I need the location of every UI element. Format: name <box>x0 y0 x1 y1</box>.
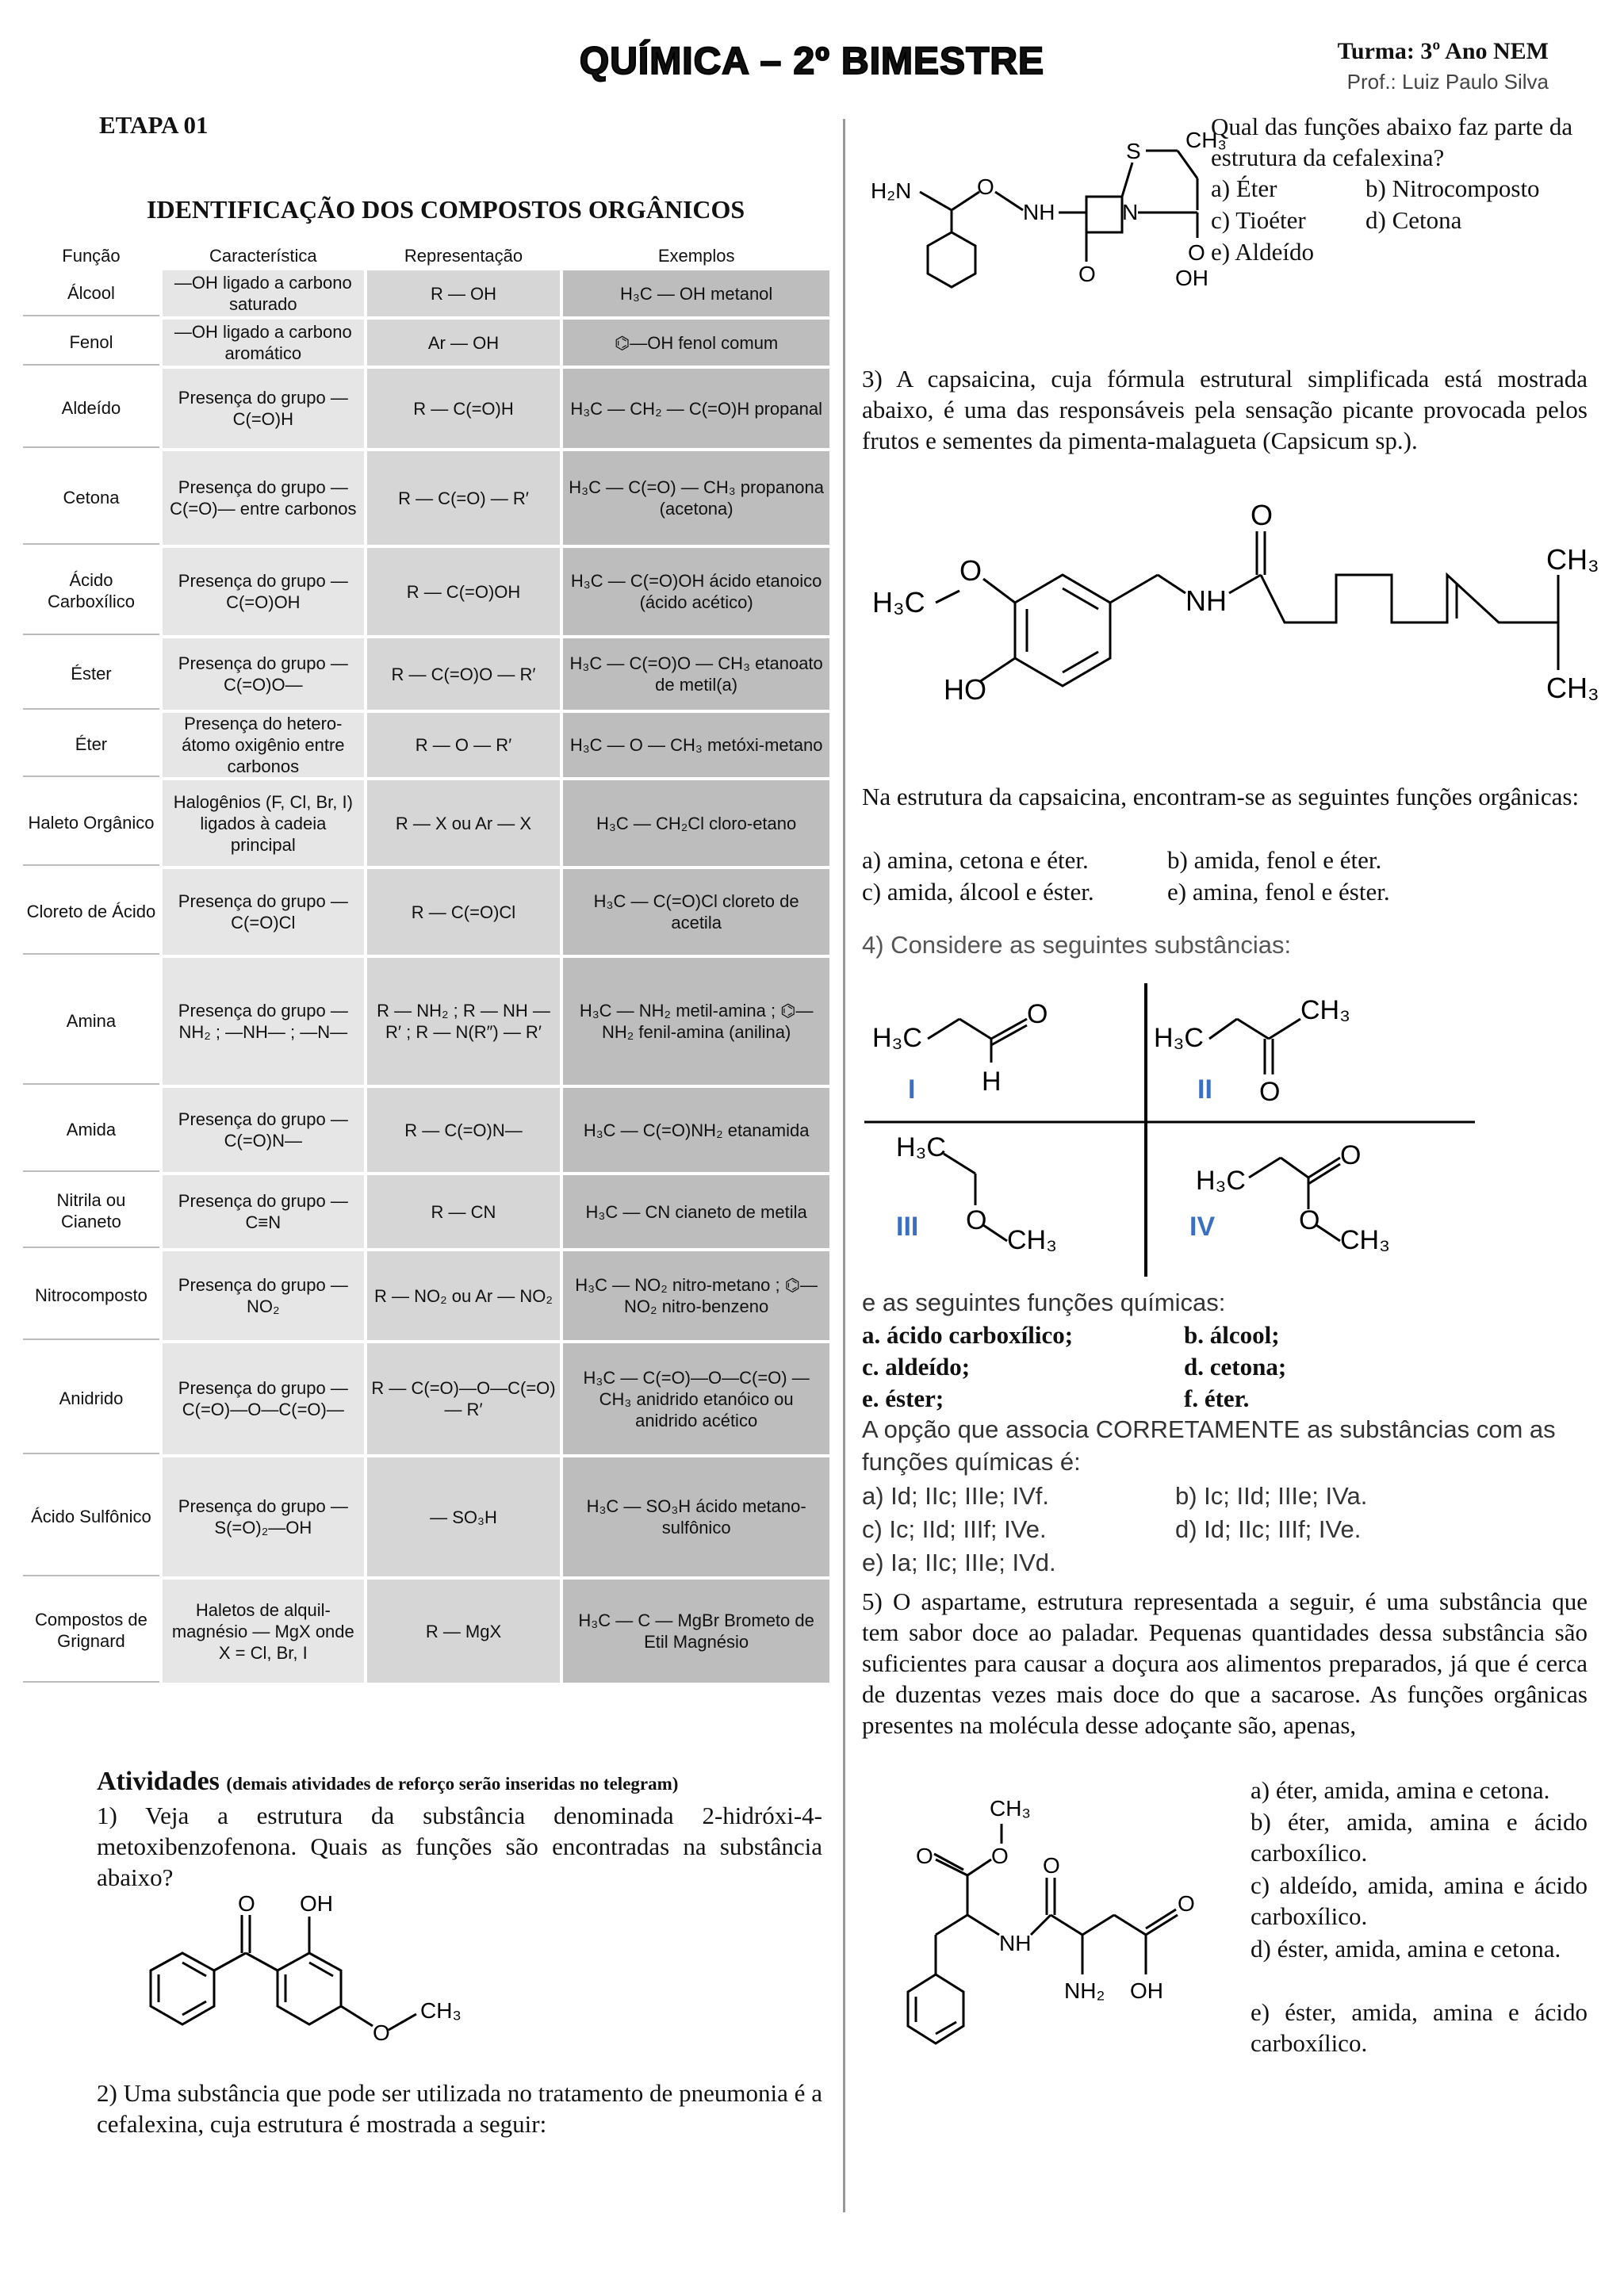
section-title: IDENTIFICAÇÃO DOS COMPOSTOS ORGÂNICOS <box>147 195 745 224</box>
table-row <box>23 869 829 955</box>
table-row <box>23 1088 829 1172</box>
table-row <box>23 958 829 1085</box>
characteristic-cell: Halogênios (F, Cl, Br, I) ligados à cadeia principal <box>163 780 364 866</box>
substances-grid <box>864 983 1483 1285</box>
table-row <box>23 1457 829 1576</box>
characteristic-cell: Presença do grupo —C(=O)N— <box>163 1088 364 1172</box>
representation-cell: R — C(=O)OH <box>367 548 561 635</box>
svg-text:H₂N: H₂N <box>871 178 912 203</box>
svg-text:HO: HO <box>944 673 986 706</box>
function-name-cell: Fenol <box>23 320 159 366</box>
svg-text:O: O <box>373 2020 390 2045</box>
activities-note: (demais atividades de reforço serão inseridas no telegram) <box>226 1774 679 1794</box>
example-cell: ⌬—OH fenol comum <box>563 320 829 366</box>
characteristic-cell: —OH ligado a carbono aromático <box>163 320 364 366</box>
svg-text:O: O <box>1188 240 1205 265</box>
svg-text:NH: NH <box>1185 584 1227 617</box>
svg-text:O: O <box>966 1205 987 1235</box>
q4-option-e: e) Ia; IIc; IIIe; IVd. <box>862 1549 1056 1576</box>
svg-text:H₃C: H₃C <box>1196 1166 1246 1196</box>
characteristic-cell: Presença do grupo —S(=O)₂—OH <box>163 1457 364 1576</box>
representation-cell: R — OH <box>367 270 561 316</box>
table-row <box>23 1175 829 1248</box>
svg-text:OH: OH <box>1175 266 1208 290</box>
q5-option-a: a) éter, amida, amina e cetona. <box>1251 1776 1550 1804</box>
characteristic-cell: Presença do grupo —C(=O)Cl <box>163 869 364 955</box>
representation-cell: Ar — OH <box>367 320 561 366</box>
characteristic-cell: Presença do grupo —C≡N <box>163 1175 364 1248</box>
example-cell: H₃C — C(=O)Cl cloreto de acetila <box>563 869 829 955</box>
function-name-cell: Ácido Sulfônico <box>23 1457 159 1576</box>
functions-table <box>20 242 833 1686</box>
representation-cell: R — X ou Ar — X <box>367 780 561 866</box>
characteristic-cell: Presença do grupo —C(=O)— entre carbonos <box>163 451 364 545</box>
function-name-cell: Amina <box>23 958 159 1085</box>
q5-option-e: e) éster, amida, amina e ácido carboxílico. <box>1251 1998 1588 2057</box>
characteristic-cell: Presença do grupo —C(=O)H <box>163 369 364 448</box>
q5-option-d: d) éster, amida, amina e cetona. <box>1251 1935 1561 1963</box>
q4-option-c: c) Ic; IId; IIIf; IVe. <box>862 1515 1047 1543</box>
example-cell: H₃C — OH metanol <box>563 270 829 316</box>
function-name-cell: Nitrocomposto <box>23 1251 159 1340</box>
svg-text:CH₃: CH₃ <box>420 1998 462 2023</box>
svg-text:O: O <box>1043 1853 1060 1878</box>
q4-func-e: e. éster; <box>862 1384 944 1412</box>
benzophenone-structure <box>103 1891 500 2066</box>
svg-text:NH: NH <box>1023 200 1055 224</box>
column-divider <box>843 119 845 2212</box>
svg-text:O: O <box>959 554 982 587</box>
svg-text:H₃C: H₃C <box>896 1132 946 1162</box>
svg-text:H: H <box>982 1067 1002 1097</box>
svg-text:O: O <box>1078 262 1096 286</box>
capsaicin-structure <box>868 492 1598 745</box>
header-caracteristica: Característica <box>209 246 317 266</box>
stage-label: ETAPA 01 <box>99 111 209 139</box>
characteristic-cell: —OH ligado a carbono saturado <box>163 270 364 316</box>
q4-option-b: b) Ic; IId; IIIe; IVa. <box>1175 1482 1368 1510</box>
example-cell: H₃C — CH₂ — C(=O)H propanal <box>563 369 829 448</box>
q4-func-f: f. éter. <box>1184 1384 1250 1412</box>
example-cell: H₃C — SO₃H ácido metano-sulfônico <box>563 1457 829 1576</box>
activities-heading: Atividades <box>97 1767 220 1796</box>
q4-ask: A opção que associa CORRETAMENTE as substâncias com as funções químicas é: <box>862 1415 1556 1476</box>
table-row <box>23 638 829 710</box>
function-name-cell: Cetona <box>23 451 159 545</box>
characteristic-cell: Presença do grupo —C(=O)—O—C(=O)— <box>163 1343 364 1454</box>
svg-text:O: O <box>916 1844 933 1868</box>
representation-cell: R — C(=O)O — R′ <box>367 638 561 710</box>
function-name-cell: Ácido Carboxílico <box>23 548 159 635</box>
roman-I: I <box>908 1074 916 1105</box>
example-cell: H₃C — C(=O)O — CH₃ etanoato de metil(a) <box>563 638 829 710</box>
example-cell: H₃C — C(=O)NH₂ etanamida <box>563 1088 829 1172</box>
q2-option-e: e) Aldeído <box>1211 238 1314 266</box>
q2-option-d: d) Cetona <box>1365 206 1462 234</box>
function-name-cell: Nitrila ou Cianeto <box>23 1175 159 1248</box>
characteristic-cell: Haletos de alquil-magnésio — MgX onde X = Cl, Br, I <box>163 1580 364 1683</box>
q5-option-b: b) éter, amida, amina e ácido carboxílico. <box>1251 1808 1588 1867</box>
function-name-cell: Amida <box>23 1088 159 1172</box>
svg-text:CH₃: CH₃ <box>990 1796 1031 1821</box>
q4-func-d: d. cetona; <box>1184 1353 1287 1381</box>
table-row <box>23 780 829 866</box>
page-title: QUÍMICA – 2º BIMESTRE <box>579 40 1045 82</box>
table-row <box>23 713 829 777</box>
question-4 <box>862 931 1291 959</box>
q2-option-a: a) Éter <box>1211 174 1277 202</box>
characteristic-cell: Presença do hetero-átomo oxigênio entre carbonos <box>163 713 364 777</box>
roman-IV: IV <box>1189 1212 1216 1242</box>
svg-text:H₃C: H₃C <box>872 586 925 618</box>
svg-text:OH: OH <box>1130 1978 1163 2003</box>
svg-text:S: S <box>1126 139 1141 163</box>
q4-func-b: b. álcool; <box>1184 1321 1280 1349</box>
svg-text:CH₃: CH₃ <box>1546 543 1599 576</box>
characteristic-cell: Presença do grupo —NH₂ ; —NH— ; —N— <box>163 958 364 1085</box>
svg-text:CH₃: CH₃ <box>1300 995 1350 1025</box>
svg-text:O: O <box>1259 1077 1281 1107</box>
question-5: 5) O aspartame, estrutura representada a seguir, é uma substância que tem sabor doce ao paladar. Pequenas quantidades dessa substância são suficientes para causar a doçura aos alimentos preparados, já que é cerca de duzentas vezes mais doce do que a sacarose. As funções orgânicas presentes na molécula desse adoçante são, apenas, <box>862 1587 1588 1739</box>
q4-func-c: c. aldeído; <box>862 1353 971 1381</box>
activities-title <box>97 1767 678 1797</box>
example-cell: H₃C — CH₂Cl cloro-etano <box>563 780 829 866</box>
example-cell: H₃C — CN cianeto de metila <box>563 1175 829 1248</box>
q4-option-a: a) Id; IIc; IIIe; IVf. <box>862 1482 1050 1510</box>
example-cell: H₃C — C(=O)OH ácido etanoico (ácido acético) <box>563 548 829 635</box>
table-row <box>23 1251 829 1340</box>
svg-text:OH: OH <box>300 1891 333 1916</box>
q3-option-e: e) amina, fenol e éster. <box>1167 878 1390 906</box>
table-row <box>23 1580 829 1683</box>
question-3-ask: Na estrutura da capsaicina, encontram-se as seguintes funções orgânicas: <box>862 783 1580 810</box>
svg-text:CH₃: CH₃ <box>1007 1225 1057 1255</box>
cephalexin-structure <box>864 119 1227 317</box>
q4-option-d: d) Id; IIc; IIIf; IVe. <box>1175 1515 1362 1543</box>
svg-text:NH₂: NH₂ <box>1064 1978 1105 2003</box>
svg-text:O: O <box>238 1891 255 1916</box>
example-cell: H₃C — NH₂ metil-amina ; ⌬—NH₂ fenil-amina (anilina) <box>563 958 829 1085</box>
table-row <box>23 451 829 545</box>
q4-func-a: a. ácido carboxílico; <box>862 1321 1074 1349</box>
roman-III: III <box>896 1212 919 1242</box>
example-cell: H₃C — NO₂ nitro-metano ; ⌬—NO₂ nitro-benzeno <box>563 1251 829 1340</box>
table-row <box>23 320 829 366</box>
header-funcao: Função <box>62 246 121 266</box>
svg-text:O: O <box>1299 1205 1320 1235</box>
representation-cell: R — CN <box>367 1175 561 1248</box>
svg-text:H₃C: H₃C <box>1154 1023 1204 1053</box>
function-name-cell: Compostos de Grignard <box>23 1580 159 1683</box>
function-name-cell: Haleto Orgânico <box>23 780 159 866</box>
representation-cell: R — C(=O) — R′ <box>367 451 561 545</box>
representation-cell: R — NO₂ ou Ar — NO₂ <box>367 1251 561 1340</box>
table-row <box>23 1343 829 1454</box>
example-cell: H₃C — C(=O)—O—C(=O) — CH₃ anidrido etanóico ou anidrido acético <box>563 1343 829 1454</box>
q3-option-a: a) amina, cetona e éter. <box>862 846 1089 874</box>
svg-text:N: N <box>1122 200 1139 224</box>
representation-cell: R — C(=O)N— <box>367 1088 561 1172</box>
function-name-cell: Cloreto de Ácido <box>23 869 159 955</box>
q5-option-c: c) aldeído, amida, amina e ácido carboxílico. <box>1251 1871 1588 1930</box>
table-row <box>23 369 829 448</box>
header-representacao: Representação <box>404 246 523 266</box>
function-name-cell: Éster <box>23 638 159 710</box>
representation-cell: R — O — R′ <box>367 713 561 777</box>
header-exemplos: Exemplos <box>657 246 735 266</box>
q4-functions-intro: e as seguintes funções químicas: <box>862 1289 1226 1316</box>
q2-option-b: b) Nitrocomposto <box>1365 174 1540 202</box>
q3-option-c: c) amida, álcool e éster. <box>862 878 1094 906</box>
example-cell: H₃C — C — MgBr Brometo de Etil Magnésio <box>563 1580 829 1683</box>
svg-text:NH: NH <box>999 1931 1032 1955</box>
example-cell: H₃C — O — CH₃ metóxi-metano <box>563 713 829 777</box>
aspartame-structure <box>872 1784 1245 2117</box>
svg-text:O: O <box>1251 499 1274 531</box>
teacher-label: Prof.: Luiz Paulo Silva <box>1346 70 1549 94</box>
question-1: 1) Veja a estrutura da substância denominada 2-hidróxi-4-metoxibenzofenona. Quais as funções são encontradas na substância abaixo? <box>97 1802 822 1891</box>
representation-cell: — SO₃H <box>367 1457 561 1576</box>
question-2-ask: Qual das funções abaixo faz parte da estrutura da cefalexina? <box>1211 113 1573 171</box>
question-2: 2) Uma substância que pode ser utilizada no tratamento de pneumonia é a cefalexina, cuja estrutura é mostrada a seguir: <box>97 2079 822 2138</box>
function-name-cell: Anidrido <box>23 1343 159 1454</box>
svg-text:O: O <box>977 174 994 199</box>
characteristic-cell: Presença do grupo —C(=O)O— <box>163 638 364 710</box>
characteristic-cell: Presença do grupo —C(=O)OH <box>163 548 364 635</box>
example-cell: H₃C — C(=O) — CH₃ propanona (acetona) <box>563 451 829 545</box>
representation-cell: R — C(=O)H <box>367 369 561 448</box>
characteristic-cell: Presença do grupo —NO₂ <box>163 1251 364 1340</box>
table-row <box>23 548 829 635</box>
class-label: Turma: 3º Ano NEM <box>1337 38 1549 64</box>
q3-option-b: b) amida, fenol e éter. <box>1167 846 1382 874</box>
table-header-row <box>23 245 829 267</box>
representation-cell: R — C(=O)Cl <box>367 869 561 955</box>
svg-text:CH₃: CH₃ <box>1340 1225 1390 1255</box>
representation-cell: R — C(=O)—O—C(=O) — R′ <box>367 1343 561 1454</box>
question-3: 3) A capsaicina, cuja fórmula estrutural simplificada está mostrada abaixo, é uma das responsáveis pela sensação picante provocada pelos frutos e sementes da pimenta-malagueta (Capsicum sp.). <box>862 365 1588 454</box>
function-name-cell: Álcool <box>23 270 159 316</box>
svg-text:O: O <box>991 1844 1009 1868</box>
svg-text:H₃C: H₃C <box>872 1023 922 1053</box>
svg-text:CH₃: CH₃ <box>1546 672 1599 704</box>
svg-text:O: O <box>1178 1891 1195 1916</box>
svg-text:O: O <box>1027 999 1048 1029</box>
question-4-text: 4) Considere as seguintes substâncias: <box>862 931 1292 959</box>
function-name-cell: Aldeído <box>23 369 159 448</box>
function-name-cell: Éter <box>23 713 159 777</box>
representation-cell: R — NH₂ ; R — NH — R′ ; R — N(R″) — R′ <box>367 958 561 1085</box>
svg-text:CH₃: CH₃ <box>1185 128 1227 152</box>
representation-cell: R — MgX <box>367 1580 561 1683</box>
roman-II: II <box>1197 1074 1212 1105</box>
svg-text:O: O <box>1340 1140 1362 1170</box>
q2-option-c: c) Tioéter <box>1211 206 1306 234</box>
table-row <box>23 270 829 316</box>
